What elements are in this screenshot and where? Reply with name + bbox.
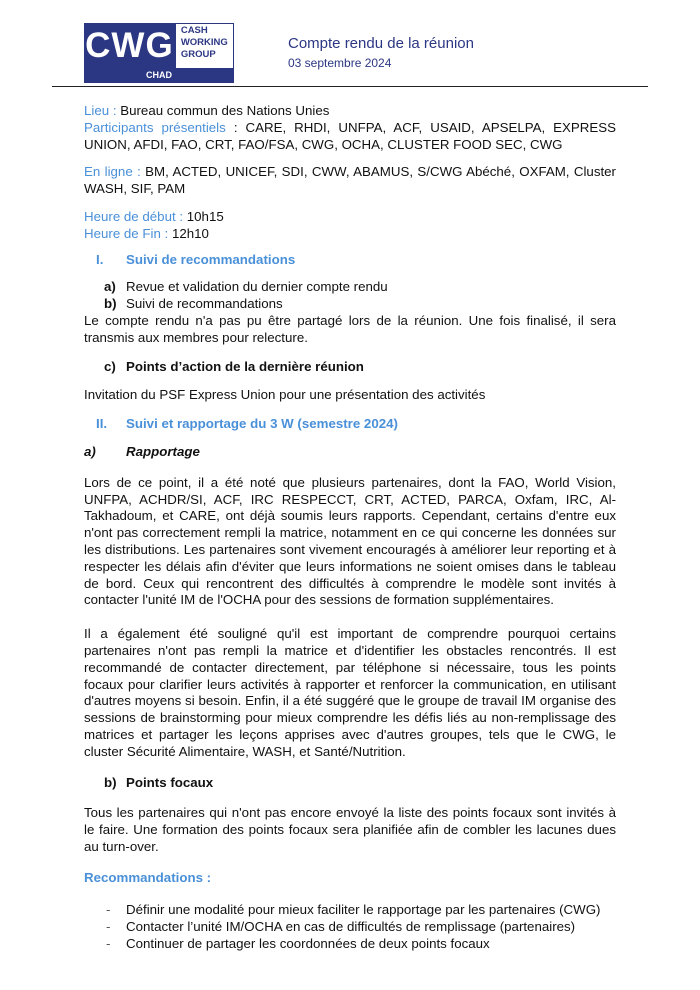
list-item (84, 279, 616, 296)
logo-main-text: CWG (84, 23, 175, 68)
list-marker: a) (104, 279, 116, 295)
list-item (84, 936, 616, 953)
meta-online (84, 164, 616, 198)
list-item (84, 296, 616, 313)
document-title: Compte rendu de la réunion (288, 35, 474, 52)
list-text: Suivi de recommandations (126, 296, 283, 312)
subsection-heading (84, 775, 616, 792)
list-item (84, 902, 616, 919)
subsection-heading (84, 359, 616, 376)
subsection-marker: c) (104, 358, 116, 374)
meta-value: 12h10 (171, 225, 209, 241)
bullet-dash: - (106, 902, 111, 918)
logo-word: GROUP (180, 49, 216, 60)
subsection-title: Points focaux (126, 774, 214, 790)
list-text: Définir une modalité pour mieux faciliter le rapportage par les partenaires (CWG) (126, 902, 601, 918)
subsection-title: Rapportage (126, 443, 200, 459)
meta-label: Heure de début : (84, 208, 184, 224)
section-number: I. (96, 251, 104, 267)
paragraph: Le compte rendu n'a pas pu être partagé lors de la réunion. Une fois finalisé, il sera transmis aux membres pour relecture. (84, 312, 616, 345)
meta-participants (84, 120, 616, 154)
logo-word: CASH (180, 25, 208, 36)
logo-country: CHAD (84, 68, 234, 83)
section-number: II. (96, 416, 108, 432)
meta-value: Bureau commun des Nations Unies (120, 103, 330, 118)
document-date: 03 septembre 2024 (288, 56, 392, 70)
header-divider (52, 86, 648, 87)
section-heading-2 (84, 416, 616, 433)
paragraph: Tous les partenaires qui n'ont pas encore envoyé la liste des points focaux sont invités à le faire. Une formation des points focaux sera planifiée afin de combler les lacunes dues au turn-over. (84, 805, 616, 854)
document-body (84, 103, 616, 953)
bullet-dash: - (106, 919, 111, 935)
recommendations-title: Recommandations : (84, 869, 212, 885)
list-text: Continuer de partager les coordonnées de deux points focaux (126, 936, 490, 952)
meta-label: En ligne : (84, 164, 141, 180)
bullet-dash: - (106, 936, 111, 952)
paragraph: Lors de ce point, il a été noté que plusieurs partenaires, dont la FAO, World Vision, UNFPA, ACHDR/SI, ACF, IRC RESPECCT, CRT, ACTED, PARCA, Oxfam, IRC, Al-Takhadoum, et CARE, ont déjà soumis leurs rapports. Cependant, certains d'entre eux n'ont pas correctement rempli la matrice, notamment en ce qui concerne les données sur les distributions. Les partenaires sont vivement encouragés à améliorer leur reporting et à respecter les délais afin d'éviter que leurs informations ne soient omises dans le tableau de bord. Ceux qui rencontrent des difficultés à comprendre le modèle sont invités à contacter l'unité IM de l'OCHA pour des sessions de formation supplémentaires. (84, 474, 616, 608)
meta-start (84, 209, 616, 226)
meta-value: : CARE, RHDI, UNFPA, ACF, USAID, APSELPA, EXPRESS UNION, AFDI, FAO, CRT, FAO/FSA, CWG, OCHA, CLUSTER FOOD SEC, CWG (84, 119, 616, 152)
subsection-title: Points d’action de la dernière réunion (126, 358, 364, 374)
paragraph: Invitation du PSF Express Union pour une présentation des activités (84, 387, 486, 403)
meta-label: Heure de Fin : (84, 225, 169, 241)
meta-value: 10h15 (186, 208, 224, 224)
paragraph: Il a également été souligné qu'il est important de comprendre pourquoi certains partenaires n'ont pas rempli la matrice et d'identifier les obstacles rencontrés. Il est recommandé de contacter directement, par téléphone si nécessaire, tous les points focaux pour clarifier leurs activités à rapporter et renforcer la communication, en utilisant d'autres moyens si besoin. Enfin, il a été suggéré que le groupe de travail IM organise des sessions de brainstorming pour mieux comprendre les défis liés au non-remplissage des matrices et partager les leçons apprises avec d'autres groupes, tels que le CWG, le cluster Sécurité Alimentaire, WASH, et Santé/Nutrition. (84, 626, 616, 759)
meta-value: BM, ACTED, UNICEF, SDI, CWW, ABAMUS, S/CWG Abéché, OXFAM, Cluster WASH, SIF, PAM (84, 164, 616, 197)
list-text: Revue et validation du dernier compte rendu (126, 279, 388, 295)
list-item (84, 919, 616, 936)
meta-label: Participants présentiels (84, 119, 226, 135)
subsection-marker: a) (84, 443, 96, 459)
meta-lieu (84, 103, 616, 120)
cwg-logo (84, 23, 234, 83)
section-title: Suivi et rapportage du 3 W (semestre 2024) (126, 416, 398, 432)
logo-word: WORKING (180, 37, 228, 48)
logo-words (175, 23, 234, 69)
subsection-marker: b) (104, 774, 117, 790)
section-title: Suivi de recommandations (126, 251, 296, 267)
list-text: Contacter l’unité IM/OCHA en cas de difficultés de remplissage (partenaires) (126, 919, 576, 935)
subsection-heading (84, 444, 616, 461)
list-marker: b) (104, 296, 117, 312)
meta-label: Lieu : (84, 103, 117, 118)
meta-end (84, 226, 616, 243)
section-heading-1 (84, 252, 616, 269)
